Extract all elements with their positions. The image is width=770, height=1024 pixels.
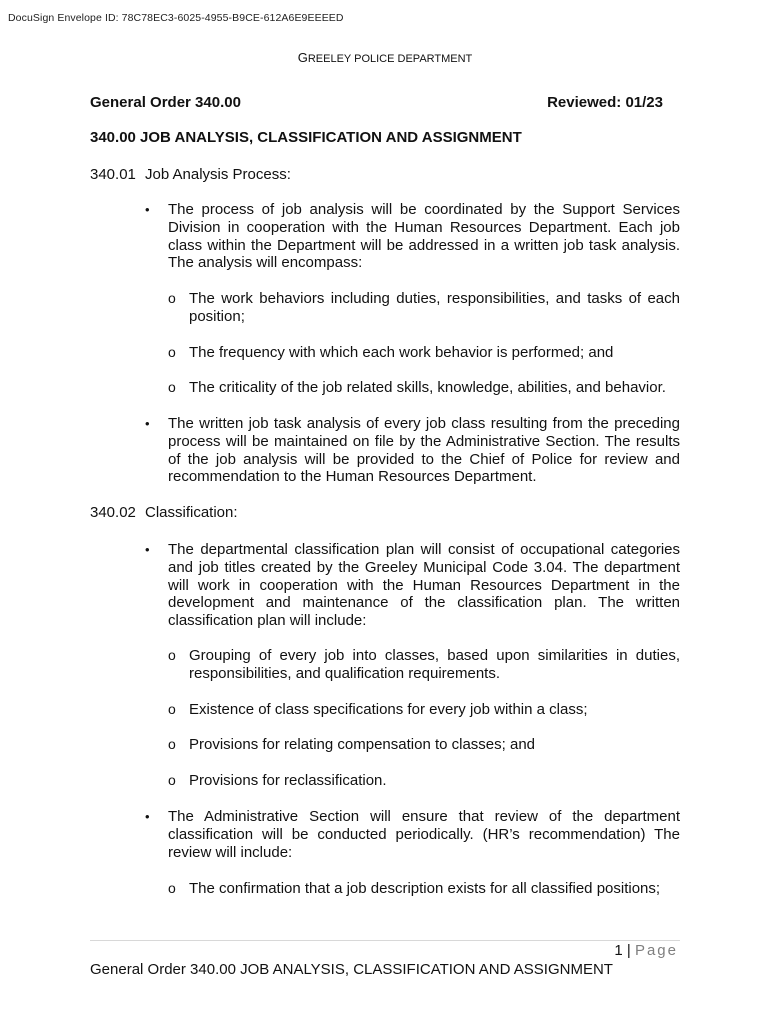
sub-item-text: The frequency with which each work behavior is performed; and xyxy=(189,344,614,361)
subsection-heading-classification xyxy=(90,504,238,521)
sub-item-text: Existence of class specifications for every job within a class; xyxy=(189,701,588,718)
page-number-value: 1 xyxy=(614,942,623,959)
sub-item xyxy=(168,344,680,362)
circle-bullet-icon: o xyxy=(168,647,176,663)
subsection-number: 340.01 xyxy=(90,166,136,183)
department-header xyxy=(0,50,770,65)
sub-item xyxy=(168,701,680,719)
subsection-number: 340.02 xyxy=(90,504,136,521)
circle-bullet-icon: o xyxy=(168,344,176,360)
circle-bullet-icon: o xyxy=(168,379,176,395)
circle-bullet-icon: o xyxy=(168,701,176,717)
bullet-text: The written job task analysis of every job class resulting from the preceding process will be maintained on file by the Administrative Section. The results of the job analysis will be provided to the Chief of Police for review and recommendation to the Human Resources Department. xyxy=(168,415,680,486)
general-order-number: General Order 340.00 xyxy=(90,94,241,111)
bullet-text: The process of job analysis will be coordinated by the Support Services Division in cooperation with the Human Resources Department. Each job class within the Department will be addressed in a written job task analysis. The analysis will encompass: xyxy=(168,201,680,272)
reviewed-date: Reviewed: 01/23 xyxy=(547,94,663,111)
bullet-icon: • xyxy=(145,809,150,824)
bullet-icon: • xyxy=(145,542,150,557)
bullet-text: The departmental classification plan will consist of occupational categories and job titles created by the Greeley Municipal Code 3.04. The department will work in cooperation with the Human Resources Department in the development and maintenance of the classification plan. The written classification plan will include: xyxy=(168,541,680,630)
sub-item xyxy=(168,772,680,790)
bullet-item xyxy=(145,808,680,861)
footer-divider xyxy=(90,940,680,941)
department-name: REELEY POLICE DEPARTMENT xyxy=(307,53,473,65)
circle-bullet-icon: o xyxy=(168,290,176,306)
bullet-icon: • xyxy=(145,202,150,217)
page-label: Page xyxy=(634,942,678,959)
bullet-item xyxy=(145,201,680,272)
subsection-title: Job Analysis Process: xyxy=(145,166,291,183)
docusign-envelope-id: DocuSign Envelope ID: 78C78EC3-6025-4955-B9CE-612A6E9EEEED xyxy=(8,12,344,24)
subsection-heading-job-analysis xyxy=(90,166,291,183)
sub-item-text: The confirmation that a job description exists for all classified positions; xyxy=(189,880,661,897)
sub-item xyxy=(168,880,680,898)
bullet-icon: • xyxy=(145,416,150,431)
sub-item-text: Provisions for reclassification. xyxy=(189,772,387,789)
bullet-text: The Administrative Section will ensure that review of the department classification will be conducted periodically. (HR’s recommendation) The review will include: xyxy=(168,808,680,861)
subsection-title: Classification: xyxy=(145,504,238,521)
sub-item-text: The criticality of the job related skills, knowledge, abilities, and behavior. xyxy=(189,379,666,396)
circle-bullet-icon: o xyxy=(168,880,176,896)
bullet-item xyxy=(145,541,680,630)
bullet-item xyxy=(145,415,680,486)
circle-bullet-icon: o xyxy=(168,772,176,788)
footer-title: General Order 340.00 JOB ANALYSIS, CLASSIFICATION AND ASSIGNMENT xyxy=(90,961,613,978)
page-number-separator: | xyxy=(622,942,635,959)
sub-item-text: Provisions for relating compensation to classes; and xyxy=(189,736,536,753)
sub-item xyxy=(168,379,680,397)
sub-item-text: Grouping of every job into classes, based upon similarities in duties, responsibilities, and qualification requirements. xyxy=(189,647,680,682)
page-number xyxy=(614,942,678,959)
sub-item xyxy=(168,290,680,326)
department-initial: G xyxy=(297,50,308,65)
circle-bullet-icon: o xyxy=(168,736,176,752)
sub-item xyxy=(168,647,680,683)
sub-item xyxy=(168,736,680,754)
sub-item-text: The work behaviors including duties, responsibilities, and tasks of each position; xyxy=(189,290,680,325)
section-title: 340.00 JOB ANALYSIS, CLASSIFICATION AND ASSIGNMENT xyxy=(90,129,522,146)
